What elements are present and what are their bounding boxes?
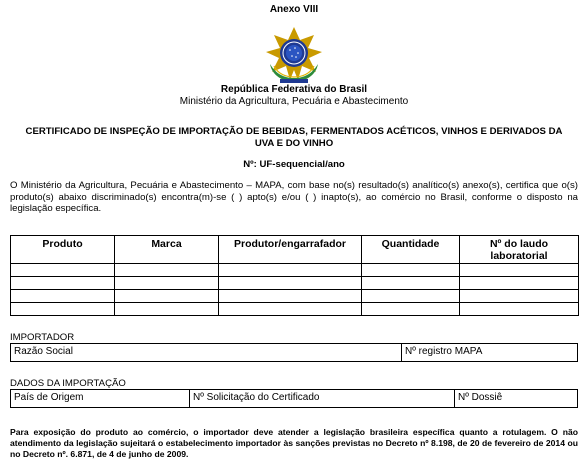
table-cell[interactable]: [219, 290, 362, 303]
column-header-produto: Produto: [11, 236, 115, 264]
table-row: [11, 290, 579, 303]
republic-name: República Federativa do Brasil: [220, 84, 368, 95]
coat-of-arms-emblem: [262, 26, 326, 86]
country-of-origin-label: País de Origem: [14, 392, 84, 403]
annex-title: Anexo VIII: [269, 4, 319, 15]
table-cell[interactable]: [11, 290, 115, 303]
certificate-title: CERTIFICADO DE INSPEÇÃO DE IMPORTAÇÃO DE BEBIDAS, FERMENTADOS ACÉTICOS, VINHOS E DERIVADOS DA UVA E DO VINHO: [25, 126, 563, 149]
table-cell[interactable]: [115, 277, 219, 290]
table-cell[interactable]: [460, 277, 579, 290]
table-cell[interactable]: [460, 264, 579, 277]
table-cell[interactable]: [115, 303, 219, 316]
mapa-registry-field[interactable]: [401, 344, 577, 361]
table-cell[interactable]: [11, 303, 115, 316]
column-header-quantidade: Quantidade: [362, 236, 460, 264]
certificate-request-label: Nº Solicitação do Certificado: [193, 392, 320, 403]
legal-notice: Para exposição do produto ao comércio, o importador deve atender a legislação brasileira específica quanto a rotulagem. O não atendimento da legislação sujeitará o estabelecimento importador às sanções previstas no Decreto nº 8.198, de 20 de fevereiro de 2014 ou no Decreto nº. 6.871, de 4 de junho de 2009.: [10, 427, 578, 459]
product-table: [10, 235, 579, 316]
company-name-label: Razão Social: [14, 346, 73, 357]
country-of-origin-field[interactable]: [11, 390, 189, 407]
table-cell[interactable]: [362, 290, 460, 303]
table-cell[interactable]: [362, 303, 460, 316]
table-cell[interactable]: [460, 290, 579, 303]
table-cell[interactable]: [11, 264, 115, 277]
mapa-registry-label: Nº registro MAPA: [405, 346, 483, 357]
table-cell[interactable]: [219, 303, 362, 316]
importer-box: [10, 343, 578, 362]
certificate-request-field[interactable]: [189, 390, 454, 407]
table-cell[interactable]: [362, 277, 460, 290]
importer-section-label: IMPORTADOR: [10, 332, 75, 343]
table-row: [11, 264, 579, 277]
company-name-field[interactable]: [11, 344, 401, 361]
product-table-header: [11, 236, 579, 264]
import-data-box: [10, 389, 578, 408]
table-cell[interactable]: [11, 277, 115, 290]
dossier-label: Nº Dossiê: [458, 392, 503, 403]
import-data-section-label: DADOS DA IMPORTAÇÃO: [10, 378, 126, 389]
certificate-statement: O Ministério da Agricultura, Pecuária e Abastecimento – MAPA, com base no(s) resultado(s) analítico(s) anexo(s), certifica que o(s) produto(s) abaixo discriminado(s) encontra(m)-se ( ) apto(s) e/ou ( ) inapto(s), ao comércio no Brasil, conforme o disposto na legislação específica.: [10, 180, 578, 214]
column-header-laudo: Nº do laudo laboratorial: [460, 236, 579, 264]
table-cell[interactable]: [115, 290, 219, 303]
certificate-number: Nº: UF-sequencial/ano: [243, 159, 345, 170]
table-row: [11, 303, 579, 316]
table-cell[interactable]: [219, 264, 362, 277]
column-header-marca: Marca: [115, 236, 219, 264]
table-cell[interactable]: [362, 264, 460, 277]
table-row: [11, 277, 579, 290]
ministry-name: Ministério da Agricultura, Pecuária e Abastecimento: [179, 96, 409, 107]
table-cell[interactable]: [219, 277, 362, 290]
table-cell[interactable]: [460, 303, 579, 316]
dossier-field[interactable]: [454, 390, 577, 407]
column-header-produtor: Produtor/engarrafador: [219, 236, 362, 264]
table-cell[interactable]: [115, 264, 219, 277]
